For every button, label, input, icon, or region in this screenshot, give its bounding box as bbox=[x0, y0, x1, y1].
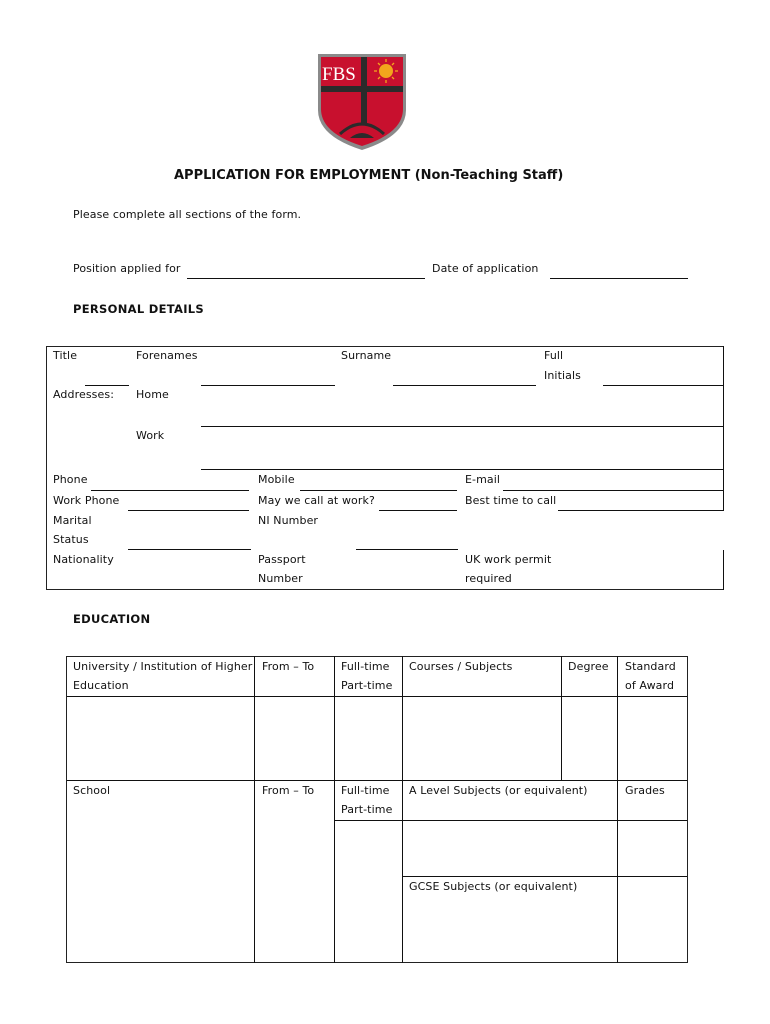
edu-col-2 bbox=[334, 656, 335, 963]
edu-col-1 bbox=[254, 656, 255, 963]
of-award-header: of Award bbox=[625, 679, 675, 692]
full-label: Full bbox=[544, 349, 564, 362]
uk-permit-required-label: required bbox=[465, 572, 512, 585]
standard-header: Standard bbox=[625, 660, 676, 673]
full-time-header: Full-time bbox=[341, 660, 390, 673]
part-time-header: Part-time bbox=[341, 679, 393, 692]
edu-col-5 bbox=[617, 656, 618, 963]
date-field[interactable] bbox=[550, 278, 688, 279]
a-level-header: A Level Subjects (or equivalent) bbox=[409, 784, 588, 797]
work-label: Work bbox=[136, 429, 165, 442]
grades-header: Grades bbox=[625, 784, 665, 797]
addresses-label: Addresses: bbox=[53, 388, 115, 401]
passport-label: Passport bbox=[258, 553, 306, 566]
school-from-to-header: From – To bbox=[262, 784, 315, 797]
initials-label: Initials bbox=[544, 369, 581, 382]
status-label: Status bbox=[53, 533, 89, 546]
work-address-field[interactable] bbox=[201, 469, 724, 470]
edu-alevel-bottom-rule bbox=[402, 876, 687, 877]
uni-header-2: Education bbox=[73, 679, 129, 692]
best-time-field[interactable] bbox=[558, 510, 724, 511]
marital-label: Marital bbox=[53, 514, 92, 527]
ni-number-label: NI Number bbox=[258, 514, 319, 527]
position-field[interactable] bbox=[187, 278, 425, 279]
form-title: APPLICATION FOR EMPLOYMENT (Non-Teaching Staff) bbox=[174, 168, 564, 183]
personal-details-box bbox=[46, 346, 724, 590]
surname-label: Surname bbox=[341, 349, 392, 362]
initials-field[interactable] bbox=[603, 385, 724, 386]
school-full-time-header: Full-time bbox=[341, 784, 390, 797]
gcse-header: GCSE Subjects (or equivalent) bbox=[409, 880, 578, 893]
edu-col-3 bbox=[402, 656, 403, 963]
work-phone-field[interactable] bbox=[128, 510, 249, 511]
intro-text: Please complete all sections of the form. bbox=[73, 208, 302, 221]
surname-field[interactable] bbox=[393, 385, 536, 386]
title-label: Title bbox=[53, 349, 78, 362]
mobile-label: Mobile bbox=[258, 473, 295, 486]
forenames-field[interactable] bbox=[201, 385, 335, 386]
position-label: Position applied for bbox=[73, 262, 181, 275]
uk-permit-label: UK work permit bbox=[465, 553, 552, 566]
edu-alevel-rule bbox=[335, 820, 687, 821]
phone-field[interactable] bbox=[91, 490, 249, 491]
marital-status-field[interactable] bbox=[128, 549, 251, 550]
passport-number-label: Number bbox=[258, 572, 303, 585]
box-right-edge-lower bbox=[723, 550, 724, 590]
email-field[interactable] bbox=[503, 490, 724, 491]
work-phone-label: Work Phone bbox=[53, 494, 120, 507]
best-time-label: Best time to call bbox=[465, 494, 557, 507]
may-call-field[interactable] bbox=[379, 510, 457, 511]
email-label: E-mail bbox=[465, 473, 501, 486]
mobile-field[interactable] bbox=[300, 490, 457, 491]
school-part-time-header: Part-time bbox=[341, 803, 393, 816]
box-right-edge bbox=[723, 346, 724, 510]
uni-header: University / Institution of Higher bbox=[73, 660, 253, 673]
title-field[interactable] bbox=[85, 385, 129, 386]
home-label: Home bbox=[136, 388, 169, 401]
forenames-label: Forenames bbox=[136, 349, 198, 362]
phone-label: Phone bbox=[53, 473, 88, 486]
personal-details-heading: PERSONAL DETAILS bbox=[73, 302, 204, 316]
home-address-field[interactable] bbox=[201, 426, 724, 427]
nationality-label: Nationality bbox=[53, 553, 114, 566]
edu-header-rule bbox=[67, 696, 687, 697]
school-header: School bbox=[73, 784, 111, 797]
school-crest-logo bbox=[316, 52, 408, 152]
date-label: Date of application bbox=[432, 262, 539, 275]
courses-header: Courses / Subjects bbox=[409, 660, 513, 673]
svg-text:FBS: FBS bbox=[322, 64, 356, 85]
edu-col-4 bbox=[561, 656, 562, 780]
education-heading: EDUCATION bbox=[73, 612, 151, 626]
edu-school-rule bbox=[67, 780, 687, 781]
degree-header: Degree bbox=[568, 660, 609, 673]
ni-number-field[interactable] bbox=[356, 549, 458, 550]
from-to-header: From – To bbox=[262, 660, 315, 673]
may-call-label: May we call at work? bbox=[258, 494, 375, 507]
